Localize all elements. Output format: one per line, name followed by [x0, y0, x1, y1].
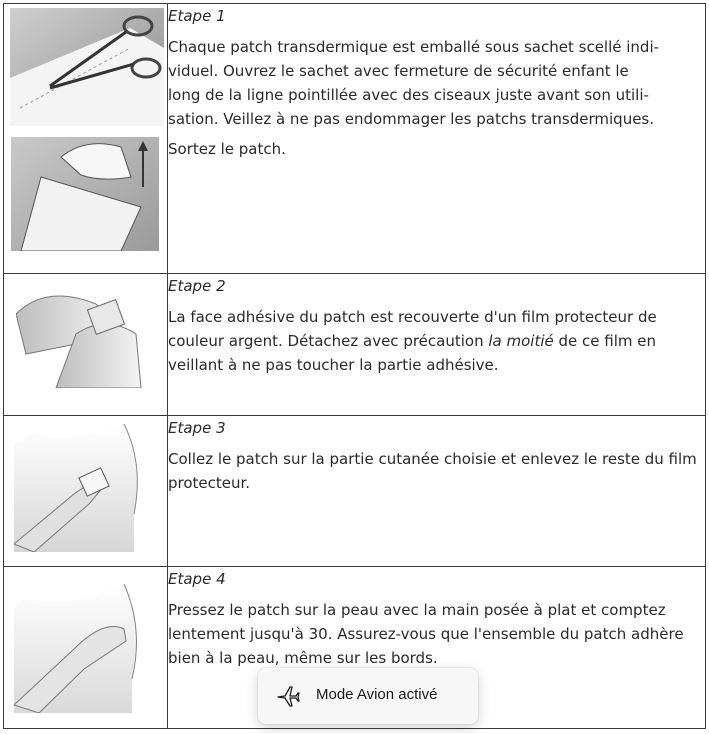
step-1-images [4, 4, 168, 274]
step-3-text [168, 416, 706, 567]
toast-label: Mode Avion activé [316, 686, 438, 703]
step-2-text [168, 274, 706, 416]
step-2-text-part-2: de ce film en veillant à ne pas toucher la partie adhésive. [168, 332, 657, 374]
step-2-text-emphasis: la moitié [488, 332, 554, 350]
step-2-title: Etape 2 [168, 277, 226, 295]
instructions-table [3, 3, 706, 729]
step-2-image [4, 274, 168, 416]
step-3-paragraph: Collez le patch sur la partie cutanée choisie et enlevez le reste du film protecteur. [168, 450, 697, 492]
step-row-3 [4, 416, 706, 567]
airplane-mode-toast[interactable] [258, 668, 478, 724]
step-2-text-part-1: La face adhésive du patch est recouverte d'un film protecteur de couleur argent. Détachez avec précaution [168, 308, 657, 350]
step-1-text [168, 4, 706, 274]
step-1-paragraph-1 [168, 35, 705, 131]
press-patch-illustration [14, 579, 154, 713]
step-1-line-1: Chaque patch transdermique est emballé sous sachet scellé indi- [168, 38, 660, 56]
step-4-title: Etape 4 [168, 570, 226, 588]
step-3-image [4, 416, 168, 567]
remove-patch-illustration [11, 137, 159, 251]
scissors-cutting-illustration [10, 8, 164, 126]
step-1-line-4: sation. Veillez à ne pas endommager les patchs transdermiques. [168, 110, 655, 128]
step-1-paragraph-2: Sortez le patch. [168, 140, 286, 158]
airplane-icon [276, 684, 300, 708]
apply-patch-illustration [14, 424, 154, 552]
step-4-paragraph: Pressez le patch sur la peau avec la main posée à plat et comptez lentement jusqu'à 30. Assurez-vous que l'ensemble du patch adhère bien à la peau, même sur les bords. [168, 601, 684, 667]
step-3-title: Etape 3 [168, 419, 226, 437]
step-4-image [4, 567, 168, 729]
step-2-paragraph [168, 305, 705, 377]
step-1-title: Etape 1 [168, 7, 226, 25]
peel-film-illustration [16, 284, 156, 388]
step-row-2 [4, 274, 706, 416]
step-1-line-2: viduel. Ouvrez le sachet avec fermeture de sécurité enfant le [168, 62, 629, 80]
step-1-line-3: long de la ligne pointillée avec des ciseaux juste avant son utili- [168, 86, 649, 104]
step-row-1 [4, 4, 706, 274]
